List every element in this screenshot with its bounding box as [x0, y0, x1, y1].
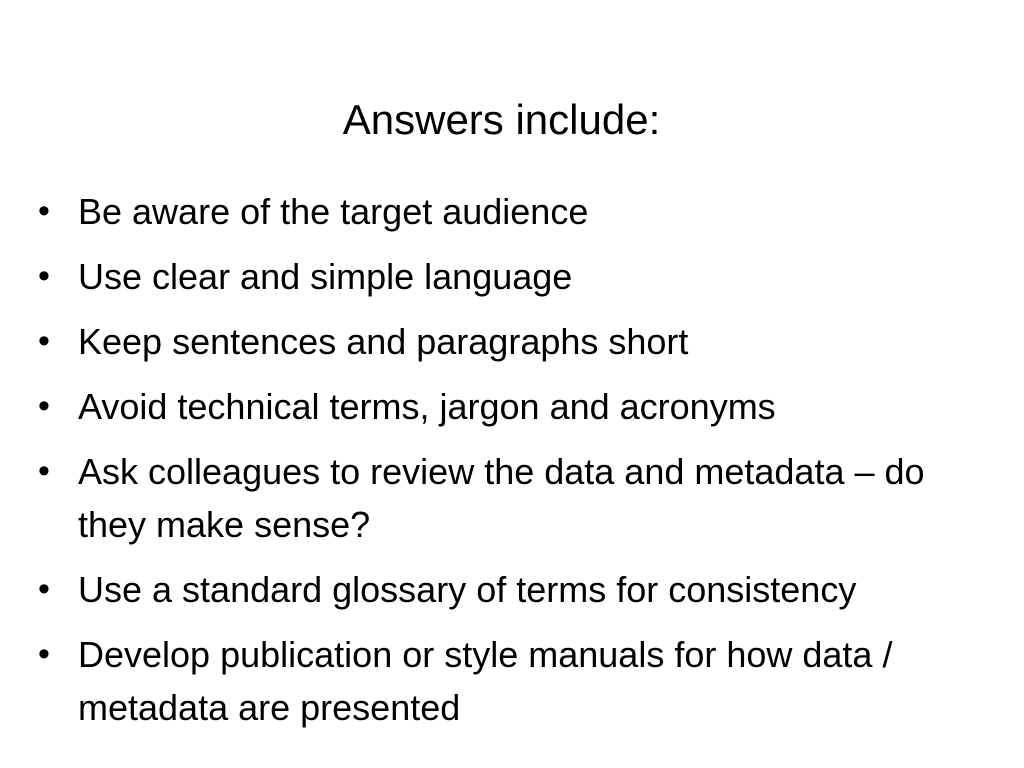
- slide-title: Answers include:: [342, 96, 661, 143]
- bullet-dot-icon: •: [38, 192, 50, 230]
- bullet-text: Develop publication or style manuals for how data / metadata are presented: [78, 634, 893, 728]
- bullet-item: [34, 380, 964, 433]
- bullet-dot-icon: •: [38, 322, 50, 360]
- bullet-list: [34, 185, 964, 746]
- bullet-dot-icon: •: [38, 635, 50, 673]
- bullet-dot-icon: •: [38, 452, 50, 490]
- bullet-text: Use a standard glossary of terms for consistency: [78, 569, 857, 610]
- bullet-item: [34, 185, 964, 238]
- bullet-text: Avoid technical terms, jargon and acronyms: [78, 386, 776, 427]
- bullet-text: Keep sentences and paragraphs short: [78, 321, 689, 362]
- bullet-item: [34, 628, 964, 734]
- bullet-item: [34, 315, 964, 368]
- bullet-text: Use clear and simple language: [78, 256, 573, 297]
- bullet-item: [34, 445, 964, 551]
- bullet-item: [34, 563, 964, 616]
- bullet-item: [34, 250, 964, 303]
- bullet-dot-icon: •: [38, 257, 50, 295]
- bullet-dot-icon: •: [38, 387, 50, 425]
- bullet-dot-icon: •: [38, 570, 50, 608]
- bullet-text: Ask colleagues to review the data and metadata – do they make sense?: [78, 451, 925, 545]
- bullet-text: Be aware of the target audience: [78, 191, 589, 232]
